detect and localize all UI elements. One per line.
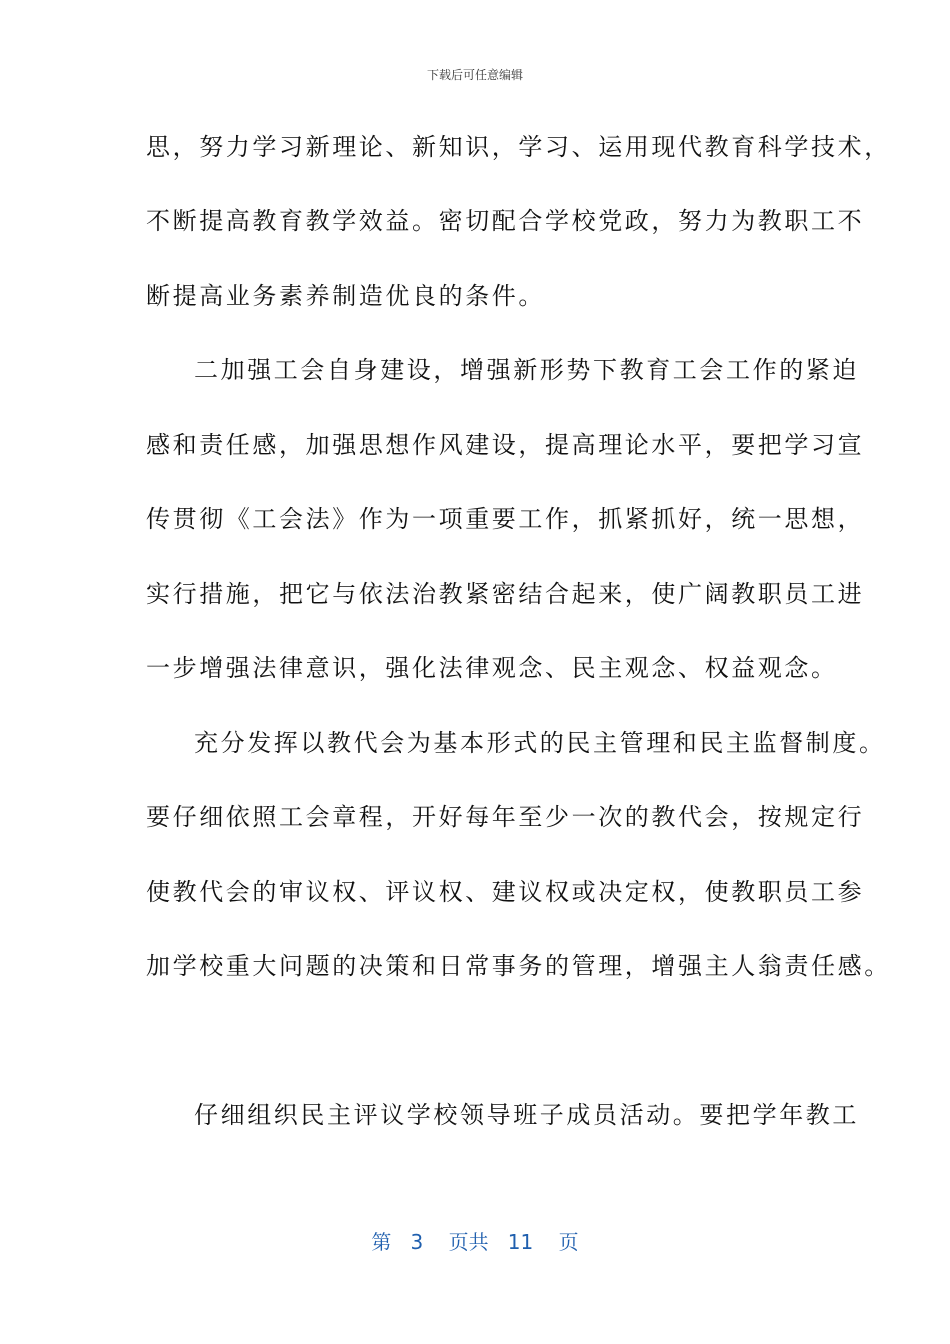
paragraph-start-line: 仔细组织民主评议学校领导班子成员活动。要把学年教工: [194, 1101, 859, 1129]
text-line: 思，努力学习新理论、新知识，学习、运用现代教育科学技术，: [146, 133, 891, 161]
footer-middle: 页共: [448, 1230, 489, 1254]
page-header: 下载后可任意编辑: [426, 68, 523, 82]
paragraph-start-line: 充分发挥以教代会为基本形式的民主管理和民主监督制度。: [194, 729, 886, 757]
text-line: 感和责任感，加强思想作风建设，提高理论水平，要把学习宣: [146, 431, 865, 459]
footer-suffix: 页: [558, 1230, 579, 1254]
text-line: 断提高业务素养制造优良的条件。: [146, 282, 545, 310]
text-line: 一步增强法律意识，强化法律观念、民主观念、权益观念。: [146, 654, 838, 682]
text-line: 加学校重大问题的决策和日常事务的管理，增强主人翁责任感。: [146, 952, 891, 980]
page-footer: [0, 1226, 950, 1255]
footer-prefix: 第: [371, 1230, 392, 1254]
text-line: 传贯彻《工会法》作为一项重要工作，抓紧抓好，统一思想，: [146, 505, 865, 533]
paragraph-start-line: 二加强工会自身建设，增强新形势下教育工会工作的紧迫: [194, 356, 859, 384]
text-line: 实行措施，把它与依法治教紧密结合起来，使广阔教职员工进: [146, 580, 865, 608]
text-line: 要仔细依照工会章程，开好每年至少一次的教代会，按规定行: [146, 803, 865, 831]
text-line: 不断提高教育教学效益。密切配合学校党政，努力为教职工不: [146, 207, 865, 235]
footer-total-pages: 11: [507, 1230, 534, 1254]
text-line: 使教代会的审议权、评议权、建议权或决定权，使教职员工参: [146, 878, 865, 906]
footer-page-number: 3: [410, 1230, 424, 1254]
